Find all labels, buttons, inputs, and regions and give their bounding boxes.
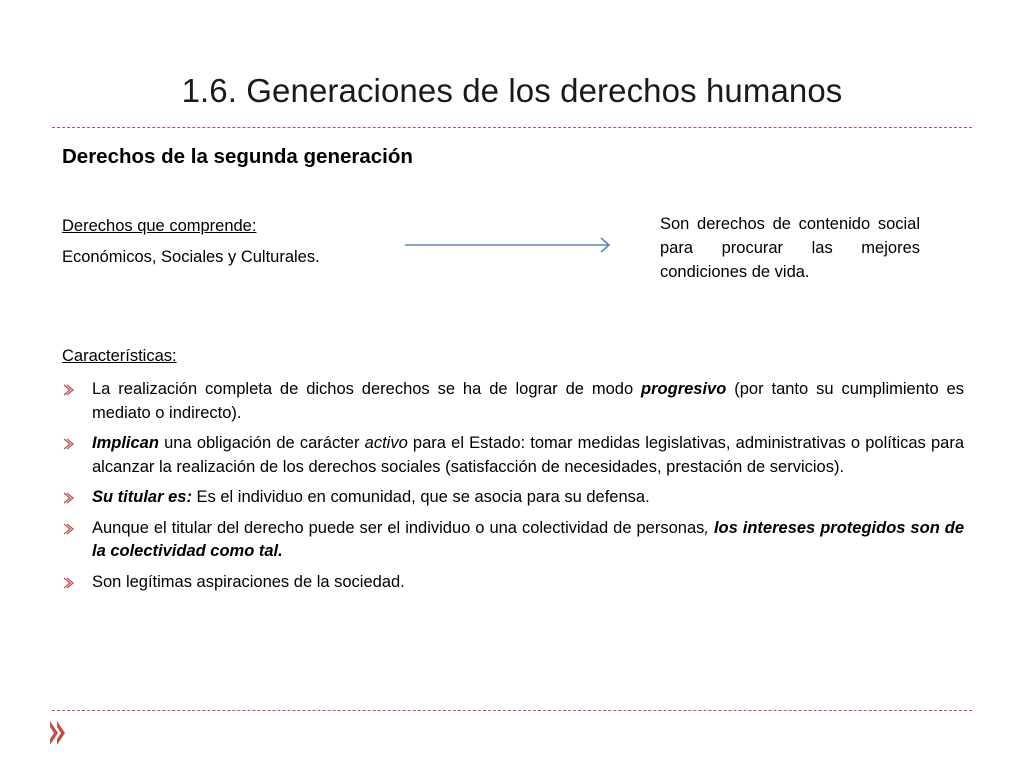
text-segment: Su titular es: <box>92 488 192 506</box>
chevron-right-icon <box>62 438 74 450</box>
right-arrow-icon <box>405 235 615 255</box>
text-segment: (por tanto su cumplimiento es mediato o indirecto). <box>92 380 964 422</box>
list-item <box>62 571 964 595</box>
chevron-right-icon <box>62 384 74 396</box>
double-chevron-icon <box>50 721 66 745</box>
comprende-label: Derechos que comprende: <box>62 217 257 235</box>
text-segment: Es el individuo en comunidad, que se asocia para su defensa. <box>191 488 650 506</box>
list-item <box>62 432 964 479</box>
list-item-text <box>92 519 964 561</box>
text-segment: , <box>704 518 714 537</box>
section-subtitle: Derechos de la segunda generación <box>62 145 413 168</box>
text-segment: La realización completa de dichos derechos se ha de lograr de modo <box>92 380 642 398</box>
bottom-divider <box>52 710 972 711</box>
definition-text: Son derechos de contenido social para procurar las mejores condiciones de vida. <box>660 215 920 281</box>
slide-title: 1.6. Generaciones de los derechos humanos <box>181 72 843 109</box>
text-segment: Implican <box>92 434 159 452</box>
list-item-text <box>92 488 650 506</box>
text-segment: progresivo <box>641 380 727 398</box>
text-segment: los intereses protegidos son de la colectividad como tal. <box>92 518 965 560</box>
chevron-right-icon <box>62 577 74 589</box>
chevron-right-icon <box>62 492 74 504</box>
list-item <box>62 486 964 510</box>
text-segment: Son legítimas aspiraciones de la sociedad. <box>92 572 405 591</box>
list-item-text <box>92 573 405 591</box>
list-item-text <box>92 434 964 476</box>
text-segment: Aunque el titular del derecho puede ser el individuo o una colectividad de personas <box>92 518 705 537</box>
text-segment: una obligación de carácter <box>158 434 365 452</box>
comprende-value: Económicos, Sociales y Culturales. <box>62 248 320 266</box>
caracteristicas-list <box>62 378 964 601</box>
text-segment: para el Estado: tomar medidas legislativas, administrativas o políticas para alcanzar la realización de los derechos sociales (satisfacción de necesidades, prestación de servicios). <box>92 434 964 476</box>
list-item-text <box>92 380 964 422</box>
list-item <box>62 378 964 425</box>
caracteristicas-label: Características: <box>62 347 177 365</box>
chevron-right-icon <box>62 523 74 535</box>
top-divider <box>52 127 972 128</box>
text-segment: activo <box>364 434 408 452</box>
list-item <box>62 517 964 564</box>
